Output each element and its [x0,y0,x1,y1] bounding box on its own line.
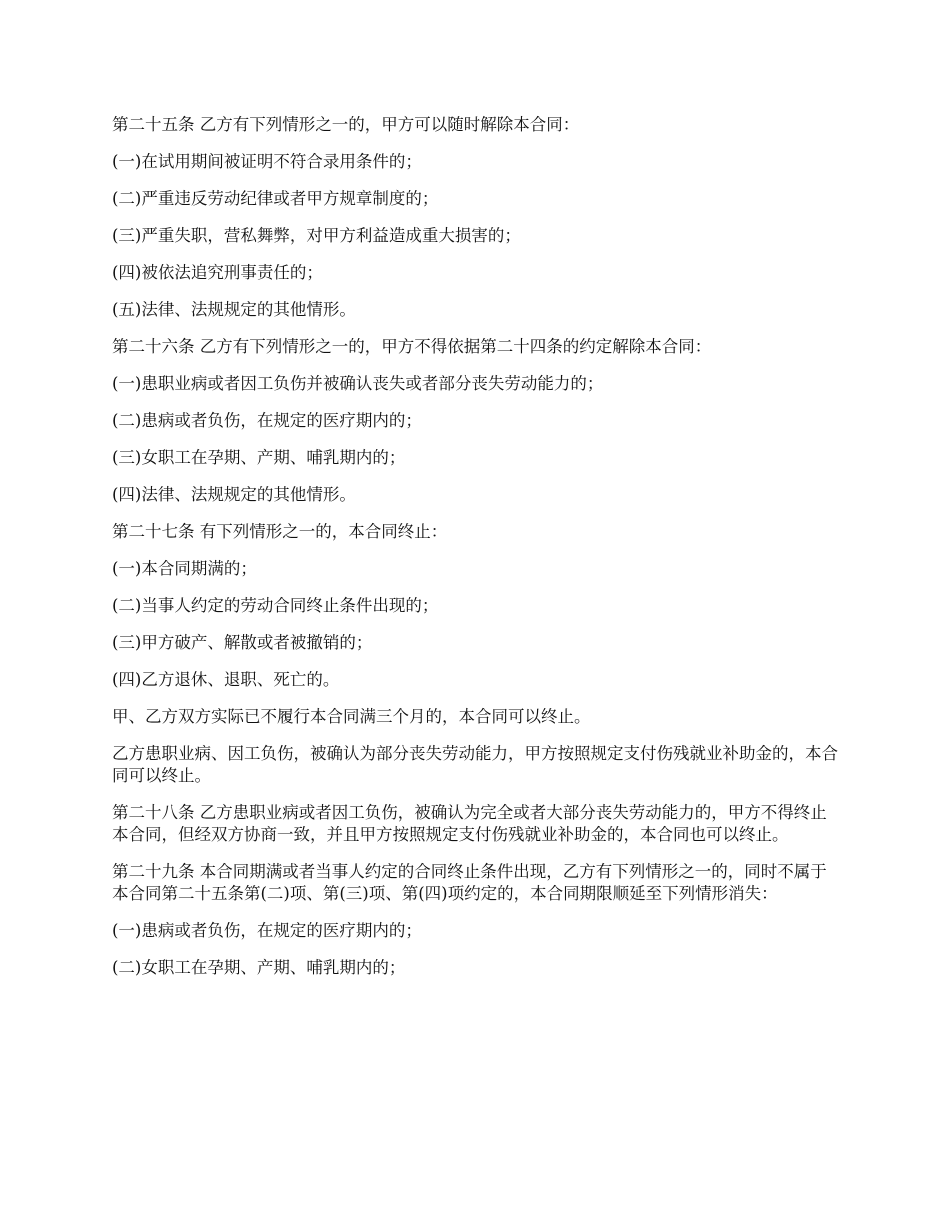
article-28-paragraph: 第二十八条 乙方患职业病或者因工负伤，被确认为完全或者大部分丧失劳动能力的，甲方不得终止本合同，但经双方协商一致，并且甲方按照规定支付伤残就业补助金的，本合同也可以终止。 [112,803,827,844]
article-25-item-1: (一)在试用期间被证明不符合录用条件的； [112,152,422,171]
article-25-heading: 第二十五条 乙方有下列情形之一的，甲方可以随时解除本合同： [112,115,580,134]
article-26-item-1: (一)患职业病或者因工负伤并被确认丧失或者部分丧失劳动能力的； [112,374,604,393]
article-26-item-4: (四)法律、法规规定的其他情形。 [112,485,356,504]
article-29-item-2: (二)女职工在孕期、产期、哺乳期内的； [112,958,406,977]
article-29-item-1: (一)患病或者负伤，在规定的医疗期内的； [112,921,422,940]
article-27-note-1: 甲、乙方双方实际已不履行本合同满三个月的，本合同可以终止。 [112,707,591,726]
article-29-heading: 第二十九条 本合同期满或者当事人约定的合同终止条件出现，乙方有下列情形之一的，同时不属于本合同第二十五条第(二)项、第(三)项、第(四)项约定的，本合同期限顺延至下列情形消失： [112,862,827,903]
article-26-item-2: (二)患病或者负伤，在规定的医疗期内的； [112,411,422,430]
document-page [112,114,840,994]
article-27-item-3: (三)甲方破产、解散或者被撤销的； [112,633,373,652]
article-25-item-2: (二)严重违反劳动纪律或者甲方规章制度的； [112,189,439,208]
article-27-heading: 第二十七条 有下列情形之一的，本合同终止： [112,522,448,541]
article-25-item-3: (三)严重失职，营私舞弊，对甲方利益造成重大损害的； [112,226,521,245]
article-26-item-3: (三)女职工在孕期、产期、哺乳期内的； [112,448,406,467]
article-27-item-2: (二)当事人约定的劳动合同终止条件出现的； [112,596,439,615]
article-27-note-2: 乙方患职业病、因工负伤，被确认为部分丧失劳动能力，甲方按照规定支付伤残就业补助金的，本合同可以终止。 [112,744,838,785]
article-26-heading: 第二十六条 乙方有下列情形之一的，甲方不得依据第二十四条的约定解除本合同： [112,337,712,356]
article-25-item-4: (四)被依法追究刑事责任的； [112,263,323,282]
article-25-item-5: (五)法律、法规规定的其他情形。 [112,300,356,319]
article-27-item-1: (一)本合同期满的； [112,559,257,578]
article-27-item-4: (四)乙方退休、退职、死亡的。 [112,670,340,689]
